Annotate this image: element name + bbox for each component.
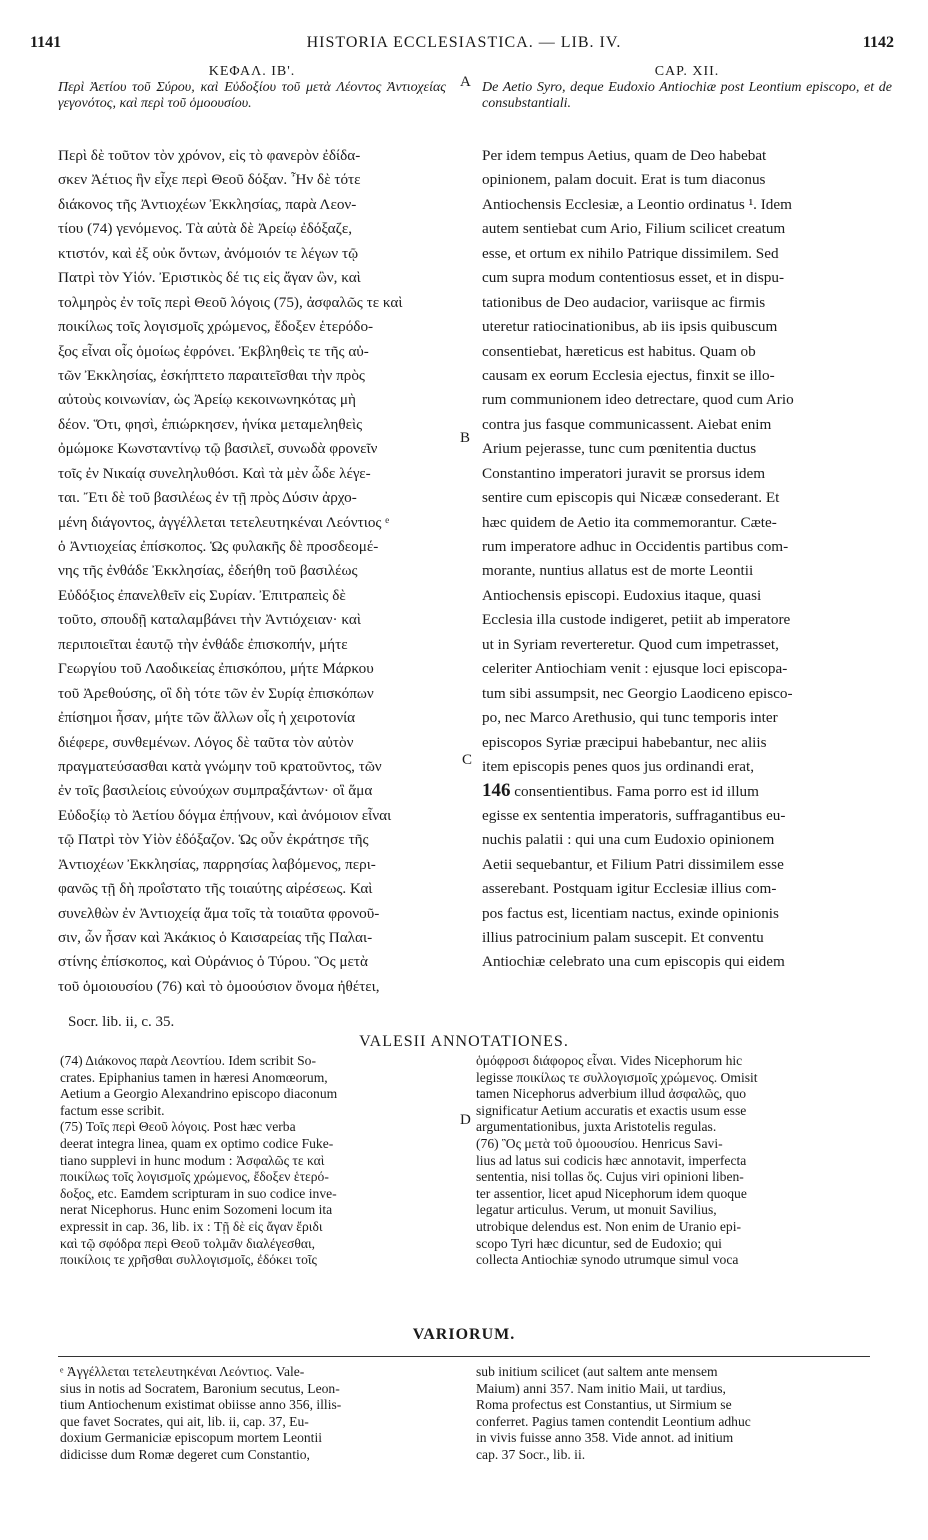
latin-text (482, 144, 892, 975)
variorum-line: Maium) anni 357. Nam initio Maii, ut tardius, (476, 1380, 726, 1396)
annotation-line: argumentationibus, juxta Aristotelis regulas. (476, 1119, 717, 1135)
latin-text-line: tum sibi assumpsit, nec Georgio Laodiceno episco- (482, 684, 793, 702)
running-title: HISTORIA ECCLESIASTICA. — LIB. IV. (306, 34, 622, 51)
latin-text-line: tationibus de Deo audacior, variisque ac firmis (482, 293, 766, 311)
annotation-line: tiano supplevi in hunc modum : Ἀσφαλῶς τε καὶ (60, 1152, 325, 1168)
variorum-right-column (476, 1364, 896, 1464)
greek-text-line: τίου (74) γενόμενος. Τὰ αὐτὰ δὲ Ἀρείῳ ἐδόξαζε, (58, 220, 353, 238)
latin-text-line: morante, nuntius allatus est de morte Leontii (482, 562, 754, 580)
latin-text-line: item episcopis penes quos jus ordinandi erat, (482, 757, 755, 775)
annotation-line: significatur Aetium accuratis et exactis usum esse (476, 1102, 747, 1118)
greek-text-line: συνελθὼν ἐν Ἀντιοχείᾳ ἅμα τοῖς τὰ τοιαῦτα φρονοῦ- (58, 904, 380, 922)
annotation-line: ποικίλως τοῖς λογισμοῖς χρώμενος, ἔδοξεν ἑτερό- (60, 1169, 329, 1185)
greek-text-line: τῷ Πατρὶ τὸν Υἱὸν ἐδόξαζον. Ὡς οὖν ἐκράτησε τῆς (58, 831, 369, 849)
variorum-line: sub initium scilicet (aut saltem ante mensem (476, 1364, 718, 1379)
greek-text-line: φανῶς τῇ δὴ προΐστατο τῆς τοιαύτης αἱρέσεως. Καὶ (58, 880, 373, 898)
latin-text-line: causam ex eorum Ecclesia ejectus, finxit se illo- (482, 366, 775, 384)
latin-text-line: sentire cum episcopis qui Nicææ consederant. Et (482, 489, 780, 507)
margin-letter-b: B (460, 430, 471, 446)
variorum-line: cap. 37 Socr., lib. ii. (476, 1446, 586, 1462)
margin-letter-c: C (462, 752, 473, 768)
greek-text-line: πραγματεύσασθαι κατὰ γνώμην τοῦ κρατοῦντος, τῶν (58, 757, 382, 775)
greek-chapter-heading: ΚΕΦΑΛ. ΙΒ'. (208, 64, 296, 79)
annotation-line: καὶ τῷ σφόδρα περὶ Θεοῦ τολμᾶν διαλέγεσθαι, (60, 1235, 316, 1251)
greek-column (58, 64, 446, 999)
greek-text-line: τῶν Ἐκκλησίας, ἐσκήπτετο παραιτεῖσθαι τὴν πρὸς (58, 366, 365, 384)
greek-text-line: ὁ Ἀντιοχείας ἐπίσκοπος. Ὡς φυλακῆς δὲ προσδεομέ- (58, 538, 379, 555)
variorum-line: in vivis fuisse anno 358. Vide annot. ad initium (476, 1430, 734, 1446)
latin-text-line: 146 consentientibus. Fama porro est id illum (482, 780, 759, 802)
greek-text-line: Περὶ δὲ τοῦτον τὸν χρόνον, εἰς τὸ φανερὸν ἐδίδα- (58, 147, 361, 164)
annotation-line: δοξος, etc. Eamdem scripturam in suo codice inve- (60, 1185, 337, 1201)
greek-text-line: Εὐδόξιος ἐπανελθεῖν εἰς Συρίαν. Ἐπιτραπεὶς δὲ (58, 586, 346, 604)
greek-text-line: Πατρὶ τὸν Υἱόν. Ἐριστικὸς δέ τις εἰς ἄγαν ὢν, καὶ (58, 269, 361, 287)
annotation-line: crates. Epiphanius tamen in hæresi Anomœorum, (60, 1069, 328, 1085)
greek-text-line: τοῖς ἐν Νικαίᾳ συνεληλυθόσι. Καὶ τὰ μὲν ὧδε λέγε- (58, 464, 371, 482)
annotation-line: lius ad latus sui codicis hæc annotavit, imperfecta (476, 1152, 747, 1168)
latin-text-line: opinionem, palam docuit. Erat is tum diaconus (482, 171, 766, 189)
latin-chapter-title: De Aetio Syro, deque Eudoxio Antiochiæ post Leontium episcopo, et de consubstantiali. (482, 80, 892, 111)
greek-text-line: κτιστόν, καὶ ἐξ οὐκ ὄντων, ἀνόμοιόν τε λέγων τῷ (58, 244, 359, 262)
greek-text-line: διέφερε, συνθεμένων. Λόγος δὲ ταῦτα τὸν αὐτὸν (58, 733, 354, 751)
greek-text-line: Ἀντιοχέων Ἐκκλησίας, παρρησίας λαβόμενος, περι- (58, 855, 376, 873)
latin-text-line: egisse ex sententia imperatoris, suffragantibus eu- (482, 806, 786, 824)
greek-text-line: μένη διάγοντος, ἀγγέλλεται τετελευτηκέναι Λεόντιος ᵉ (58, 513, 390, 531)
latin-text-line: Antiochiæ celebrato una cum episcopis qui eidem (482, 953, 785, 971)
greek-text-line: ἐπίσημοι ἦσαν, μήτε τῶν ἄλλων οἷς ἡ χειροτονία (58, 709, 356, 727)
source-reference: Socr. lib. ii, c. 35. (68, 1014, 175, 1030)
latin-chapter-heading: CAP. XII. (654, 64, 720, 79)
greek-text-line: διάκονος τῆς Ἀντιοχέων Ἐκκλησίας, παρὰ Λεον- (58, 195, 357, 213)
greek-chapter-title: Περὶ Ἀετίου τοῦ Σύρου, καὶ Εὐδοξίου τοῦ μετὰ Λέοντος Ἀντιοχείας γεγονότος, καὶ περὶ τοῦ ὁμοουσίου. (58, 80, 446, 111)
annotation-line: legisse ποικίλως τε συλλογισμοῖς χρώμενος. Omisit (476, 1069, 758, 1085)
greek-text-line: ποικίλως τοῖς λογισμοῖς χρώμενος, ἔδοξεν ἑτερόδο- (58, 318, 374, 336)
variorum-line: que favet Socrates, qui ait, lib. ii, cap. 37, Eu- (60, 1413, 309, 1429)
annotation-line: collecta Antiochiæ synodo utrumque simul voca (476, 1252, 739, 1268)
annotation-line: tamen Nicephorus adverbium illud ἀσφαλῶς, quo (476, 1086, 747, 1102)
annotation-line: (76) Ὃς μετὰ τοῦ ὁμοουσίου. Henricus Savi- (476, 1135, 723, 1151)
page-number-right: 1142 (862, 34, 894, 51)
latin-text-line: hæc quidem de Aetio ita commemorantur. Cæte- (482, 513, 777, 531)
greek-text-line: ται. Ἔτι δὲ τοῦ βασιλέως ἐν τῇ πρὸς Δύσιν ἀρχο- (58, 489, 357, 507)
latin-text-line: Antiochensis Ecclesiæ, a Leontio ordinatus ¹. Idem (482, 195, 792, 213)
variorum-line: Roma profectus est Constantius, ut Sirmium se (476, 1397, 732, 1413)
page-number-left: 1141 (30, 34, 62, 51)
greek-text-line: στίνης ἐπίσκοπος, καὶ Οὐράνιος ὁ Τύρου. Ὃς μετὰ (58, 953, 368, 971)
annotation-line: ter assentior, licet apud Nicephorum idem quoque (476, 1185, 747, 1201)
folio-marker: 146 (482, 780, 511, 802)
latin-text-line: rum communionem ideo detrectare, quod cum Ario (482, 391, 794, 409)
latin-text-line: Ecclesia illa custode indigeret, petiit ab imperatore (482, 611, 791, 629)
annotation-line: ὁμόφροσι διάφορος εἶναι. Vides Nicephorum hic (476, 1053, 743, 1068)
greek-text-line: τοῦ ὁμοιουσίου (76) καὶ τὸ ὁμοούσιον ὄνομα ἠθέτει, (58, 977, 380, 995)
variorum-rule (58, 1356, 870, 1357)
latin-text-line: autem sentiebat cum Ario, Filium scilicet creatum (482, 220, 786, 238)
margin-letter-a: A (460, 74, 471, 90)
greek-text-line: σκεν Ἀέτιος ἣν εἶχε περὶ Θεοῦ δόξαν. Ἦν δὲ τότε (58, 171, 361, 189)
latin-text-line: episcopos Syriæ præcipui habebantur, nec aliis (482, 733, 767, 751)
annotation-line: ποικίλοις τε χρῆσθαι συλλογισμοῖς, ἐδόκει τοῖς (60, 1252, 317, 1268)
variorum-line: didicisse dum Romæ degeret cum Constantio, (60, 1446, 310, 1462)
latin-text-line: contra jus fasque communicassent. Aiebat enim (482, 415, 772, 433)
greek-text-line: ὀμώμοκε Κωνσταντίνῳ τῷ βασιλεῖ, συνωδὰ φρονεῖν (58, 440, 378, 458)
annotation-line: legatur articulus. Verum, ut monuit Savilius, (476, 1202, 717, 1218)
greek-text-line: νης τῆς ἐνθάδε Ἐκκλησίας, ἐδεήθη τοῦ βασιλέως (58, 562, 358, 580)
latin-text-line: Per idem tempus Aetius, quam de Deo habebat (482, 147, 767, 164)
greek-text (58, 144, 446, 999)
annotations-left-column (60, 1053, 452, 1269)
variorum-title: VARIORUM. (412, 1326, 516, 1343)
greek-text-line: τοῦ Ἀρεθούσης, οἳ δὴ τότε τῶν ἐν Συρίᾳ ἐπισκόπων (58, 684, 374, 702)
latin-text-line: uteretur ratiocinationibus, ab iis ipsis quibuscum (482, 318, 778, 336)
annotations-title: VALESII ANNOTATIONES. (359, 1033, 569, 1050)
greek-text-line: Γεωργίου τοῦ Λαοδικείας ἐπισκόπου, μήτε Μάρκου (58, 660, 374, 678)
latin-text-line: ut in Syriam reverteretur. Quod cum impetrasset, (482, 635, 779, 653)
latin-text-line: cum supra modum contentiosus esset, et in dispu- (482, 269, 785, 287)
latin-text-line: consentiebat, hæreticus est habitus. Quam ob (482, 342, 756, 360)
latin-column (482, 64, 892, 975)
latin-text-line: illius patrocinium palam suscepit. Et conventu (482, 929, 764, 946)
annotation-line: utrobique delendus est. Non enim de Uranio epi- (476, 1218, 742, 1234)
latin-text-line: Antiochensis episcopi. Eudoxius itaque, quasi (482, 586, 762, 604)
margin-letter-d: D (460, 1112, 471, 1128)
variorum-left-column (60, 1364, 452, 1464)
latin-text-line: pos factus est, licentiam nactus, exinde opinionis (482, 904, 779, 922)
greek-text-line: περιποιεῖται ἑαυτῷ τὴν ἐνθάδε ἐπισκοπήν, μήτε (58, 635, 348, 653)
latin-text-line: celeriter Antiochiam venit : ejusque loci episcopa- (482, 660, 788, 678)
latin-text-line: po, nec Marco Arethusio, qui tunc temporis inter (482, 709, 778, 727)
variorum-line: doxium Germaniciæ episcopum mortem Leontii (60, 1430, 323, 1446)
greek-text-line: αὐτοὺς κοινωνίαν, ὡς Ἀρείῳ κεκοινωνηκότας μὴ (58, 391, 356, 409)
annotation-line: deerat integra linea, quam ex optimo codice Fuke- (60, 1135, 334, 1151)
latin-text-line: Arium pejerasse, tunc cum pœnitentia ductus (482, 440, 757, 458)
greek-text-line: Εὐδοξίῳ τὸ Ἀετίου δόγμα ἐπῄνουν, καὶ ἀνόμοιον εἶναι (58, 806, 392, 824)
greek-text-line: ξος εἶναι οἷς ὁμοίως ἐφρόνει. Ἐκβληθεὶς τε τῆς αὐ- (58, 342, 369, 360)
variorum-line: conferret. Pagius tamen contendit Leontium adhuc (476, 1413, 751, 1429)
variorum-line: sius in notis ad Socratem, Baronium secutus, Leon- (60, 1380, 340, 1396)
greek-text-line: τοῦτο, σπουδῇ καταλαμβάνει τὴν Ἀντιόχειαν· καὶ (58, 611, 361, 629)
annotation-line: scopo Tyri hæc dicuntur, sed de Eudoxio; qui (476, 1235, 722, 1251)
annotation-line: expressit in cap. 36, lib. ix : Τῇ δὲ εἰς ἄγαν ἔριδι (60, 1218, 323, 1234)
greek-text-line: τολμηρὸς ἐν τοῖς περὶ Θεοῦ λόγοις (75), ἀσφαλῶς τε καὶ (58, 293, 403, 311)
annotation-line: nerat Nicephorus. Hunc enim Sozomeni locum ita (60, 1202, 333, 1218)
annotation-line: factum esse scribit. (60, 1102, 165, 1118)
variorum-line: ᵉ Ἀγγέλλεται τετελευτηκέναι Λεόντιος. Vale- (60, 1364, 305, 1379)
latin-text-line: Constantino imperatori juravit se prorsus idem (482, 464, 766, 482)
latin-text-line: nuchis palatii : qui una cum Eudoxio opinionem (482, 831, 775, 849)
annotation-line: (74) Διάκονος παρὰ Λεοντίου. Idem scribit So- (60, 1053, 316, 1068)
latin-text-line: asserebant. Postquam igitur Ecclesiæ illius com- (482, 880, 777, 898)
annotations-right-column (476, 1053, 896, 1269)
greek-text-line: ἐν τοῖς βασιλείοις εὐνούχων συμπραξάντων· οἳ ἅμα (58, 782, 373, 800)
variorum-line: tium Antiochenum existimat obiisse anno 356, illis- (60, 1397, 342, 1413)
greek-text-line: δέον. Ὅτι, φησὶ, ἐπιώρκησεν, ἡνίκα μεταμεληθεὶς (58, 415, 363, 433)
annotation-line: (75) Τοῖς περὶ Θεοῦ λόγοις. Post hæc verba (60, 1119, 296, 1135)
latin-text-line: esse, et ortum ex nihilo Patrique dissimilem. Sed (482, 244, 779, 262)
latin-text-line: rum imperatore adhuc in Occidentis partibus com- (482, 538, 789, 555)
annotation-line: sententia, nisi tollas ὅς. Cujus viri opinioni liben- (476, 1169, 744, 1185)
latin-text-line: Aetii sequebantur, et Filium Patri dissimilem esse (482, 855, 784, 873)
annotation-line: Aetium a Georgio Alexandrino episcopo diaconum (60, 1086, 338, 1102)
greek-text-line: σιν, ὧν ἦσαν καὶ Ἀκάκιος ὁ Καισαρείας τῆς Παλαι- (58, 929, 373, 946)
